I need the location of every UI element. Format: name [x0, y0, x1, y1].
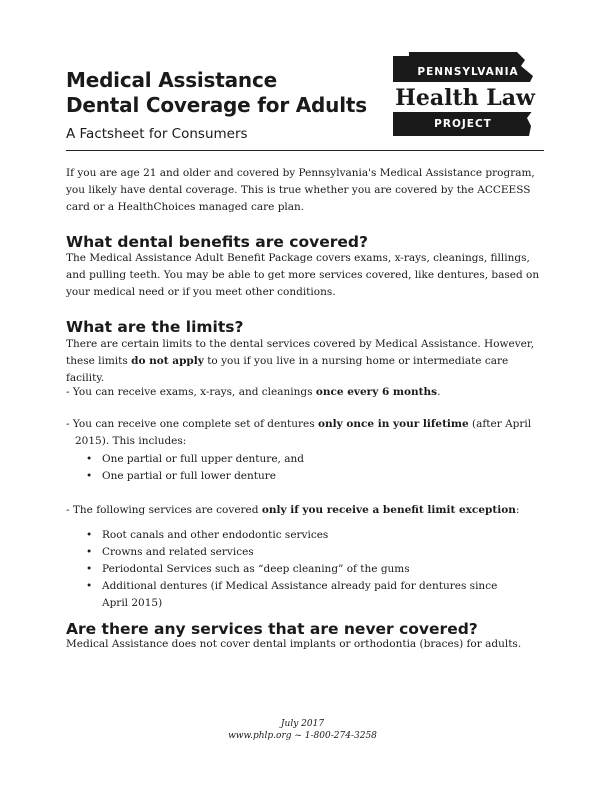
- list-item-text: One partial or full lower denture: [102, 470, 276, 482]
- limit-item-dentures-cont: 2015). This includes:: [75, 435, 187, 447]
- logo-bottom-text: PROJECT: [434, 118, 492, 130]
- bullet-icon: •: [86, 453, 93, 465]
- bullet-icon: •: [86, 470, 93, 482]
- limits-heading: What are the limits?: [66, 318, 244, 336]
- list-item-text: Crowns and related services: [102, 546, 254, 558]
- bullet-icon: •: [86, 580, 93, 592]
- list-item: [86, 527, 526, 544]
- footer-contact: www.phlp.org ~ 1-800-274-3258: [228, 731, 377, 741]
- intro-paragraph: If you are age 21 and older and covered by Pennsylvania's Medical Assistance program, you likely have dental coverage. This is true whether you are covered by the ACCEESS card or a HealthChoices managed care plan.: [66, 167, 535, 213]
- benefits-paragraph: The Medical Assistance Adult Benefit Package covers exams, x-rays, cleanings, fillings, and pulling teeth. You may be able to get more services covered, like dentures, based on your medical need or if you meet other conditions.: [66, 252, 540, 298]
- limit-item-exception-b: :: [515, 504, 520, 516]
- title-line-2: Dental Coverage for Adults: [66, 93, 367, 117]
- limit-item-dentures-b: (after April: [468, 418, 532, 430]
- header-divider: [66, 150, 544, 151]
- limit-item-exams-b: .: [437, 386, 441, 398]
- limit-item-exception: [66, 502, 536, 519]
- limits-paragraph: [66, 336, 546, 387]
- logo-top-text: PENNSYLVANIA: [417, 66, 519, 78]
- limit-item-dentures-a: - You can receive one complete set of dentures: [66, 418, 318, 430]
- bullet-icon: •: [86, 563, 93, 575]
- benefits-heading: What dental benefits are covered?: [66, 233, 369, 251]
- footer-date: July 2017: [280, 719, 325, 729]
- limit-item-dentures-bold: only once in your lifetime: [317, 418, 469, 430]
- bullet-icon: •: [86, 546, 93, 558]
- title-line-1: Medical Assistance: [66, 68, 277, 92]
- page-title: [66, 68, 367, 118]
- phlp-logo: [383, 52, 539, 142]
- list-item: [86, 468, 526, 485]
- limits-text-a: There are certain limits to the dental services covered by Medical Assistance. However, these limits: [66, 338, 535, 367]
- list-item: [86, 561, 526, 578]
- bullet-icon: •: [86, 529, 93, 541]
- page-subtitle: A Factsheet for Consumers: [66, 126, 248, 142]
- never-covered-paragraph: Medical Assistance does not cover dental implants or orthodontia (braces) for adults.: [66, 638, 522, 650]
- list-item: [86, 451, 526, 468]
- limit-item-dentures: [66, 416, 536, 450]
- list-item-text: One partial or full upper denture, and: [102, 453, 304, 465]
- list-item-text: Root canals and other endodontic services: [102, 529, 329, 541]
- limit-item-exams-bold: once every 6 months: [315, 386, 438, 398]
- limit-item-exams-a: - You can receive exams, x-rays, and cleanings: [66, 386, 316, 398]
- limit-item-exception-bold: only if you receive a benefit limit exception: [261, 504, 516, 516]
- logo-middle-text: Health Law: [395, 85, 535, 111]
- list-item: [86, 544, 526, 561]
- limits-text-bold: do not apply: [131, 355, 204, 367]
- exception-services-list: [86, 527, 526, 612]
- dentures-list: [86, 451, 526, 485]
- limit-item-exception-a: - The following services are covered: [66, 504, 262, 516]
- list-item: [86, 578, 526, 612]
- limits-text-b: to you if you live in a nursing home or intermediate care facility.: [66, 355, 509, 384]
- list-item-text: Additional dentures (if Medical Assistance already paid for dentures since April 2015): [102, 580, 498, 609]
- list-item-text: Periodontal Services such as “deep cleaning” of the gums: [102, 563, 410, 575]
- limit-item-exams: [66, 384, 536, 401]
- never-covered-heading: Are there any services that are never covered?: [66, 620, 478, 638]
